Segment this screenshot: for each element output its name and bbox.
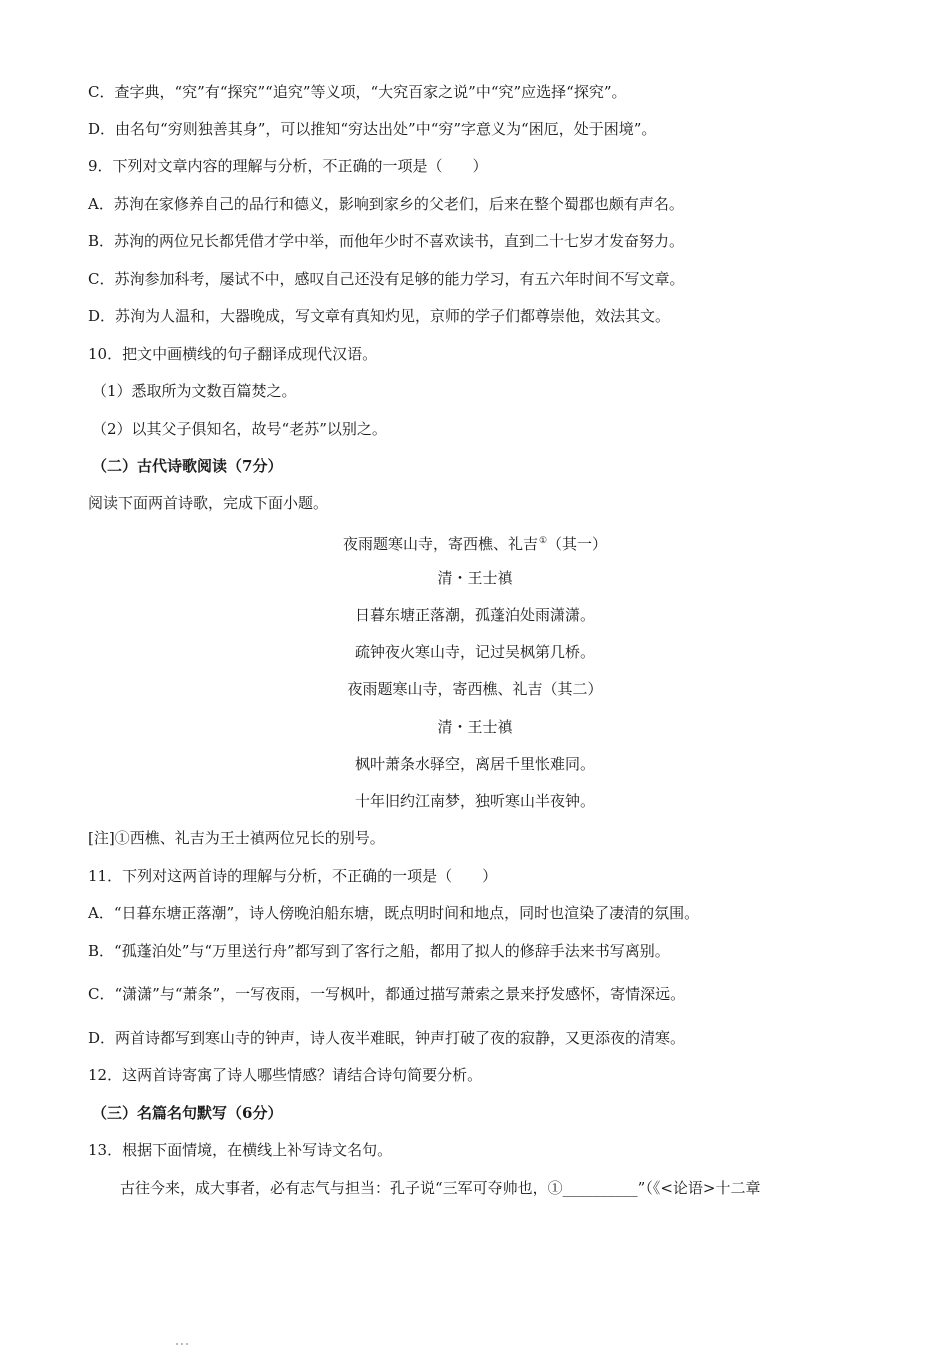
q8-option-d: D．由名句“穷则独善其身”，可以推知“穷达出处”中“穷”字意义为“困厄，处于困境”。 [88,120,657,138]
q9-option-c: C．苏洵参加科考，屡试不中，感叹自己还没有足够的能力学习，有五六年时间不写文章。 [88,270,685,288]
footer-dots [176,1331,198,1337]
footnote-marker: ① [538,536,548,546]
q11-option-d: D．两首诗都写到寒山寺的钟声，诗人夜半难眠，钟声打破了夜的寂静，又更添夜的清寒。 [88,1029,686,1047]
question-9: 9．下列对文章内容的理解与分析，不正确的一项是（ ） [88,157,488,175]
poem-1-line-2: 疏钟夜火寒山寺，记过吴枫第几桥。 [354,643,595,661]
poem-2-title: 夜雨题寒山寺，寄西樵、礼吉（其二） [347,680,603,698]
question-12: 12．这两首诗寄寓了诗人哪些情感？请结合诗句简要分析。 [88,1066,483,1084]
poem-1-line-1: 日暮东塘正落潮，孤蓬泊处雨潇潇。 [354,606,595,624]
poem-1-author: 清・王士禛 [437,569,513,587]
poem-2-line-2: 十年旧约江南梦，独听寒山半夜钟。 [354,792,595,810]
section-2-heading: （二）古代诗歌阅读（7分） [92,457,283,475]
q10-item-1: （1）悉取所为文数百篇焚之。 [92,382,297,400]
section-3-heading: （三）名篇名句默写（6分） [92,1104,283,1122]
question-13: 13．根据下面情境，在横线上补写诗文名句。 [88,1141,393,1159]
q11-option-a: A．“日暮东塘正落潮”，诗人傍晚泊船东塘，既点明时间和地点，同时也渲染了凄清的氛围。 [88,904,700,922]
poem-1-title [0,530,950,552]
question-11: 11．下列对这两首诗的理解与分析，不正确的一项是（ ） [88,867,498,885]
q10-item-2: （2）以其父子俱知名，故号“老苏”以别之。 [92,420,387,438]
q9-option-b: B．苏洵的两位兄长都凭借才学中举，而他年少时不喜欢读书，直到二十七岁才发奋努力。 [88,232,685,250]
section-2-intro: 阅读下面两首诗歌，完成下面小题。 [88,494,329,512]
q13-context: 古往今来，成大事者，必有志气与担当：孔子说“三军可夺帅也，①__________”（《<论语>十二章 [120,1179,761,1197]
question-10: 10．把文中画横线的句子翻译成现代汉语。 [88,345,378,363]
poem-2-author: 清・王士禛 [437,718,513,736]
q9-option-a: A．苏洵在家修养自己的品行和德义，影响到家乡的父老们，后来在整个蜀郡也颇有声名。 [88,195,684,213]
q8-option-c: C．查字典，“究”有“探究”“追究”等义项，“大究百家之说”中“究”应选择“探究”。 [88,83,627,101]
poem-1-title-tail: （其一） [547,535,608,553]
poem-2-line-1: 枫叶萧条水驿空，离居千里怅难同。 [354,755,595,773]
poem-1-title-text: 夜雨题寒山寺，寄西樵、礼吉 [342,535,538,553]
annotation: [注]①西樵、礼吉为王士禛两位兄长的别号。 [88,829,385,847]
q9-option-d: D．苏洵为人温和，大器晚成，写文章有真知灼见，京师的学子们都尊崇他，效法其文。 [88,307,671,325]
q11-option-c: C．“潇潇”与“萧条”，一写夜雨，一写枫叶，都通过描写萧索之景来抒发感怀，寄情深远。 [88,985,686,1003]
q11-option-b: B．“孤蓬泊处”与“万里送行舟”都写到了客行之船，都用了拟人的修辞手法来书写离别。 [88,942,670,960]
